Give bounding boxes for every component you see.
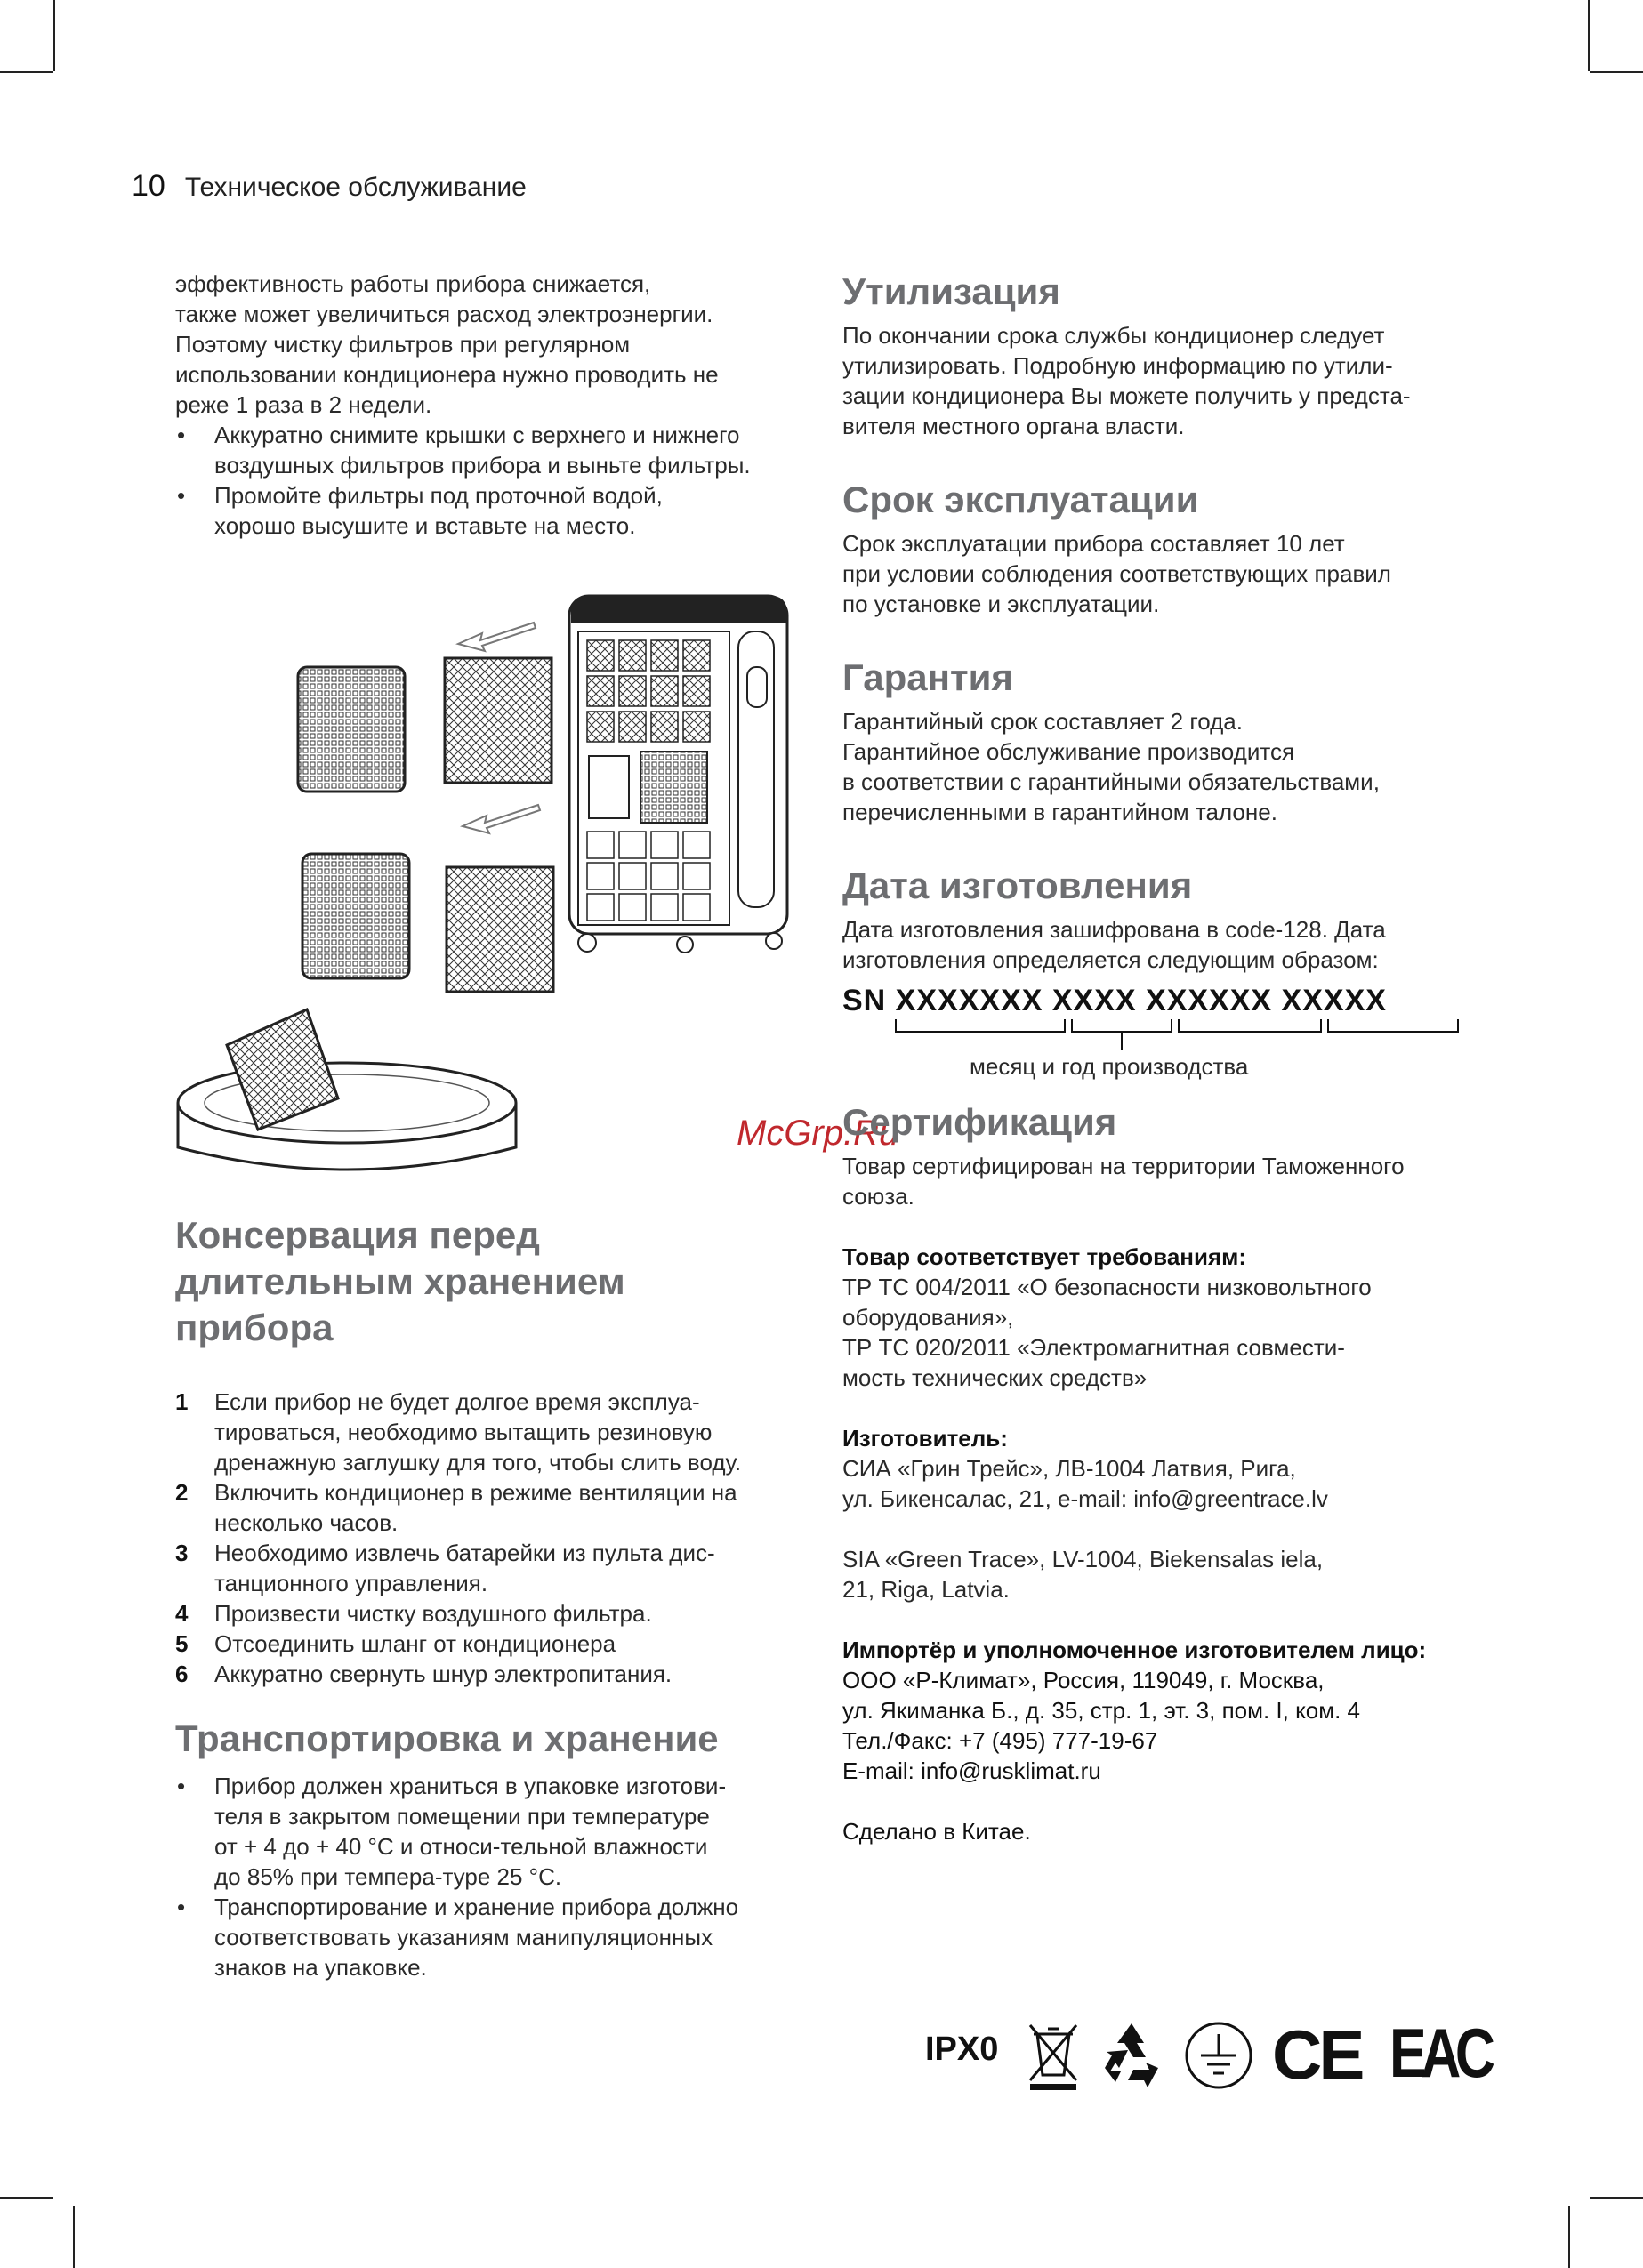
filter-mesh-drawing xyxy=(447,867,553,992)
recycle-icon xyxy=(1094,2018,1169,2093)
filter-bullets xyxy=(175,420,816,541)
air-conditioner-drawing xyxy=(569,596,787,953)
list-item: • Транспортирование и хранение прибора должно соответствовать указаниям манипуляционных знаков на упаковке. xyxy=(177,1894,739,1981)
certification-text: Товар сертифицирован на территории Таможенного союза. xyxy=(842,1153,1405,1210)
importer-block: Импортёр и уполномоченное изготовителем лицо: ООО «Р-Климат», Россия, 119049, г. Москва, ул. Якиманка Б., д. 35, стр. 1, эт. 3, пом. I, ком. 4 Тел./Факс: +7 (495) 777-19-67 E-mail: info@rusklimat.ru xyxy=(842,1637,1427,1784)
section-heading-disposal: Утилизация xyxy=(842,270,1060,312)
section-heading-transport: Транспортировка и хранение xyxy=(175,1717,719,1759)
watermark: McGrp.Ru xyxy=(737,1114,899,1153)
left-column-bottom xyxy=(175,1212,816,1982)
list-item: • Промойте фильтры под проточной водой, хорошо высушите и вставьте на место. xyxy=(177,482,663,539)
section-title: Техническое обслуживание xyxy=(184,173,527,202)
certification-marks xyxy=(925,2014,1490,2103)
section-heading-certification: Сертификация xyxy=(842,1101,1117,1143)
page-number: 10 xyxy=(132,169,165,203)
section-heading-lifetime: Срок эксплуатации xyxy=(842,479,1199,520)
left-column-top xyxy=(175,269,816,541)
disposal-text: По окончании срока службы кондиционер следует утилизировать. Подробную информацию по утили- зации кондиционера Вы можете получить у предста- вителя местного органа власти. xyxy=(842,322,1411,439)
page-header xyxy=(132,169,527,204)
storage-steps xyxy=(175,1387,816,1689)
list-item: 4 Произвести чистку воздушного фильтра. xyxy=(175,1600,652,1627)
list-item: 6 Аккуратно свернуть шнур электропитания. xyxy=(175,1661,673,1687)
section-heading-manufacture-date: Дата изготовления xyxy=(842,865,1193,906)
made-in-text: Сделано в Китае. xyxy=(842,1818,1031,1845)
list-item: • Аккуратно снимите крышки с верхнего и нижнего воздушных фильтров прибора и выньте фильтры. xyxy=(177,422,751,479)
right-column xyxy=(842,269,1483,1846)
warranty-text: Гарантийный срок составляет 2 года. Гарантийное обслуживание производится в соответствии с гарантийными обязательствами, перечисленными в гарантийном талоне. xyxy=(842,708,1380,825)
manufacturer-block: Изготовитель: СИА «Грин Трейс», ЛВ-1004 Латвия, Рига, ул. Бикенсалас, 21, e-mail: info@greentrace.lv xyxy=(842,1425,1328,1512)
ground-icon xyxy=(1183,2020,1254,2091)
ipx0-mark: IPX0 xyxy=(925,2031,999,2068)
crop-mark xyxy=(73,2206,75,2268)
filter-removal-illustration xyxy=(160,569,801,1174)
crop-mark xyxy=(0,2197,53,2199)
serial-number-diagram xyxy=(842,984,1483,1082)
crop-mark xyxy=(1590,71,1643,73)
list-item: 3 Необходимо извлечь батарейки из пульта дис- танционного управления. xyxy=(175,1540,715,1596)
serial-brackets xyxy=(842,1019,1483,1055)
filter-mesh-drawing xyxy=(445,658,552,783)
ce-mark: CE xyxy=(1272,2015,1362,2094)
transport-bullets xyxy=(175,1771,816,1982)
filter-grille-drawing xyxy=(298,667,405,792)
lifetime-text: Срок эксплуатации прибора составляет 10 лет при условии соблюдения соответствующих правил по установке и эксплуатации. xyxy=(842,530,1391,617)
intro-paragraph: эффективность работы прибора снижается, также может увеличиться расход электроэнергии. Поэтому чистку фильтров при регулярном использовании кондиционера нужно проводить не реже 1 раза в 2 недели. xyxy=(175,270,719,418)
crop-mark xyxy=(53,0,55,71)
manufacture-text: Дата изготовления зашифрована в code-128. Дата изготовления определяется следующим образом: xyxy=(842,916,1386,973)
section-heading-warranty: Гарантия xyxy=(842,656,1013,698)
crop-mark xyxy=(0,71,53,73)
serial-number: SN XXXXXXX XXXX XXXXXX XXXXX xyxy=(842,984,1387,1017)
crop-mark xyxy=(1588,0,1590,71)
list-item: 1 Если прибор не будет долгое время эксплуа- тироваться, необходимо вытащить резиновую дренажную заглушку для того, чтобы слить воду. xyxy=(175,1388,742,1476)
list-item: 5 Отсоединить шланг от кондиционера xyxy=(175,1630,616,1657)
serial-caption: месяц и год производства xyxy=(970,1053,1249,1080)
eac-mark: EAC xyxy=(1389,2014,1490,2092)
crop-mark xyxy=(1568,2206,1570,2268)
weee-bin-icon xyxy=(1025,2020,1082,2091)
list-item: 2 Включить кондиционер в режиме вентиляции на несколько часов. xyxy=(175,1479,737,1536)
washing-basin-drawing xyxy=(178,1009,516,1170)
list-item: • Прибор должен храниться в упаковке изготови- теля в закрытом помещении при температуре от + 4 до + 40 °С и относи-тельной влажности до 85% при темпера-туре 25 °С. xyxy=(177,1773,727,1890)
manufacturer-latin-block: SIA «Green Trace», LV-1004, Biekensalas iela, 21, Riga, Latvia. xyxy=(842,1546,1324,1603)
requirements-block: Товар соответствует требованиям: ТР ТС 004/2011 «О безопасности низковольтного оборудования», ТР ТС 020/2011 «Электромагнитная совмести- мость технических средств» xyxy=(842,1243,1372,1391)
filter-grille-drawing xyxy=(302,854,409,978)
crop-mark xyxy=(1590,2197,1643,2199)
section-heading-storage: Консервация перед длительным хранением прибора xyxy=(175,1214,625,1348)
